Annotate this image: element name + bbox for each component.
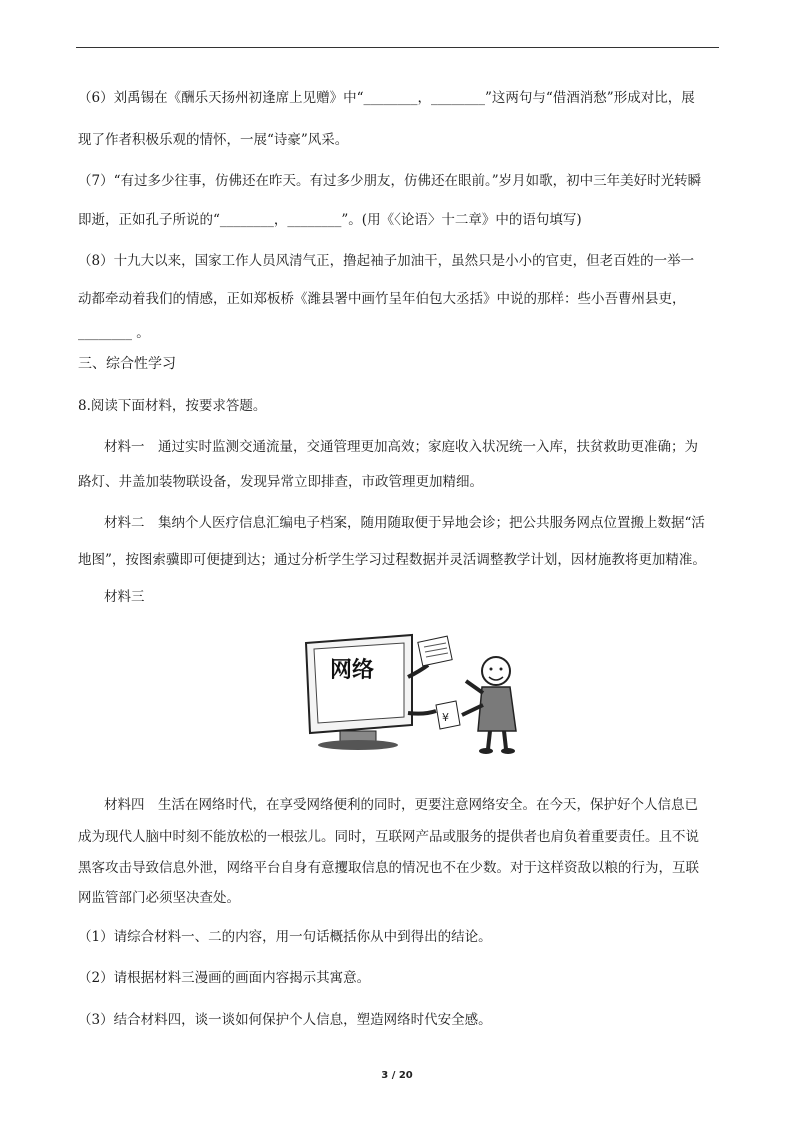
material-4-line-3: 黑客攻击导致信息外泄，网络平台自身有意攫取信息的情况也不在少数。对于这样资敌以粮的行为，互联 <box>78 860 699 876</box>
sub-question-3: （3）结合材料四，谈一谈如何保护个人信息，塑造网络时代安全感。 <box>78 1012 492 1028</box>
q6-line-1: （6）刘禹锡在《酬乐天扬州初逢席上见赠》中“________，________”这两句与“借酒消愁”形成对比，展 <box>78 90 695 106</box>
svg-text:¥: ¥ <box>442 711 449 724</box>
material-2-line-1: 材料二 集纳个人医疗信息汇编电子档案，随用随取便于异地会诊；把公共服务网点位置搬上数据“活 <box>104 515 705 531</box>
sub-question-2: （2）请根据材料三漫画的画面内容揭示其寓意。 <box>78 970 371 986</box>
q7-line-1: （7）“有过多少往事，仿佛还在昨天。有过多少朋友，仿佛还在眼前。”岁月如歌，初中三年美好时光转瞬 <box>78 173 702 189</box>
material-1-line-2: 路灯、井盖加装物联设备，发现异常立即排查，市政管理更加精细。 <box>78 474 483 490</box>
q8-line-1: （8）十九大以来，国家工作人员风清气正，撸起袖子加油干，虽然只是小小的官吏，但老百姓的一举一 <box>78 253 695 269</box>
sub-question-1: （1）请综合材料一、二的内容，用一句话概括你从中到得出的结论。 <box>78 929 492 945</box>
q7-line-2: 即逝，正如孔子所说的“________，________”。(用《〈论语〉十二章》中的语句填写) <box>78 212 582 228</box>
page-number: 3 / 20 <box>381 1070 413 1081</box>
material-3-label: 材料三 <box>104 589 145 605</box>
q8-line-2: 动都牵动着我们的情感，正如郑板桥《潍县署中画竹呈年伯包大丞括》中说的那样：些小吾曹州县吏， <box>78 291 686 307</box>
material-1-line-1: 材料一 通过实时监测交通流量，交通管理更加高效；家庭收入状况统一入库，扶贫救助更准确；为 <box>104 439 698 455</box>
header-rule <box>76 47 719 48</box>
section-title: 三、综合性学习 <box>78 356 176 372</box>
material-4-line-2: 成为现代人脑中时刻不能放松的一根弦儿。同时，互联网产品或服务的提供者也肩负着重要责任。且不说 <box>78 829 699 845</box>
q8-line-3: ________ 。 <box>78 325 150 341</box>
q6-line-2: 现了作者积极乐观的情怀，一展“诗豪”风采。 <box>78 132 349 148</box>
material-4-line-1: 材料四 生活在网络时代，在享受网络便利的同时，更要注意网络安全。在今天，保护好个人信息已 <box>104 797 698 813</box>
question-8-title: 8.阅读下面材料，按要求答题。 <box>78 398 267 414</box>
material-2-line-2: 地图”，按图索骥即可便捷到达；通过分析学生学习过程数据并灵活调整教学计划，因材施教将更加精准。 <box>78 552 706 568</box>
network-cartoon-image <box>300 625 530 755</box>
material-4-line-4: 网监管部门必须坚决查处。 <box>78 890 240 906</box>
cartoon-screen-text: 网络 <box>330 658 375 683</box>
